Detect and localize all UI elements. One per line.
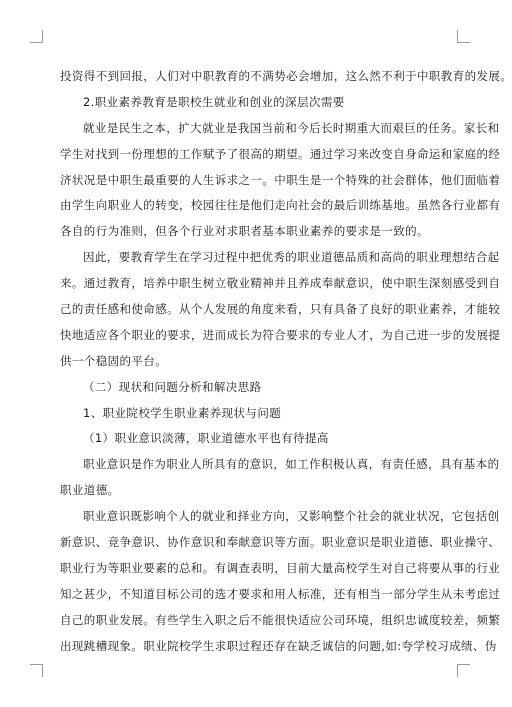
text-line: 各自的行为准则，但各个行业对求职者基本职业素养的要求是一致的。 xyxy=(60,224,429,239)
section-heading: 1、职业院校学生职业素养现状与问题 xyxy=(83,405,282,420)
text-line: 学生对找到一份理想的工作赋予了很高的期望。通过学习来改变自身命运和家庭的经 xyxy=(60,146,501,161)
text-line: 知之甚少，不知道目标公司的选才要求和用人标准，还有相当一部分学生从未考虑过 xyxy=(60,586,501,601)
text-line: 投资得不到回报，人们对中职教育的不满势必会增加，这么然不利于中职教育的发展。 xyxy=(60,69,512,83)
crop-mark-bottom-left xyxy=(30,664,43,677)
crop-mark-top-right xyxy=(457,30,470,43)
text-line: 因此，要教育学生在学习过程中把优秀的职业道德品质和高尚的职业理想结合起 xyxy=(83,250,500,265)
text-line: 由学生向职业人的转变，校园往往是他们走向社会的最后训练基地。虽然各行业都有 xyxy=(60,198,501,213)
text-line: 快地适应各个职业的要求，进而成长为符合要求的专业人才，为自己进一步的发展提 xyxy=(60,327,501,342)
section-heading: （二）现状和问题分析和解决思路 xyxy=(83,379,262,394)
crop-mark-bottom-right xyxy=(457,664,470,677)
section-heading: 2.职业素养教育是职校生就业和创业的深层次需要 xyxy=(83,94,345,109)
crop-mark-top-left xyxy=(30,30,43,43)
text-line: 就业是民生之本，扩大就业是我国当前和今后长时期重大而艰巨的任务。家长和 xyxy=(83,120,500,135)
text-line: 济状况是中职生最重要的人生诉求之一。中职生是一个特殊的社会群体，他们面临着 xyxy=(60,172,501,187)
text-line: 职业意识是作为职业人所具有的意识，如工作积极认真，有责任感，具有基本的 xyxy=(83,457,500,472)
text-line: 职业行为等职业要素的总和。有调查表明，目前大量高校学生对自己将要从事的行业 xyxy=(60,560,501,575)
text-line: 出现跳槽现象。职业院校学生求职过程还存在缺乏诚信的问题,如:夸学校习成绩、伪 xyxy=(60,638,497,653)
text-line: 职业道德。 xyxy=(60,483,120,498)
text-line: 己的责任感和使命感。从个人发展的角度来看，只有具备了良好的职业素养，才能较 xyxy=(60,302,501,317)
text-line: 新意识、竞争意识、协作意识和奉献意识等方面。职业意识是职业道德、职业操守、 xyxy=(60,535,501,550)
text-line: 来。通过教育，培养中职生树立敬业精神并且养成奉献意识，使中职生深刻感受到自 xyxy=(60,276,501,291)
document-page xyxy=(60,64,512,659)
text-line: 自己的职业发展。有些学生入职之后不能很快适应公司环境，组织忠诚度较差，频繁 xyxy=(60,612,501,627)
section-heading: （1）职业意识淡薄，职业道德水平也有待提高 xyxy=(83,431,329,446)
text-line: 职业意识既影响个人的就业和择业方向，又影响整个社会的就业状况，它包括创 xyxy=(83,509,500,524)
text-line: 供一个稳固的平台。 xyxy=(60,353,168,368)
